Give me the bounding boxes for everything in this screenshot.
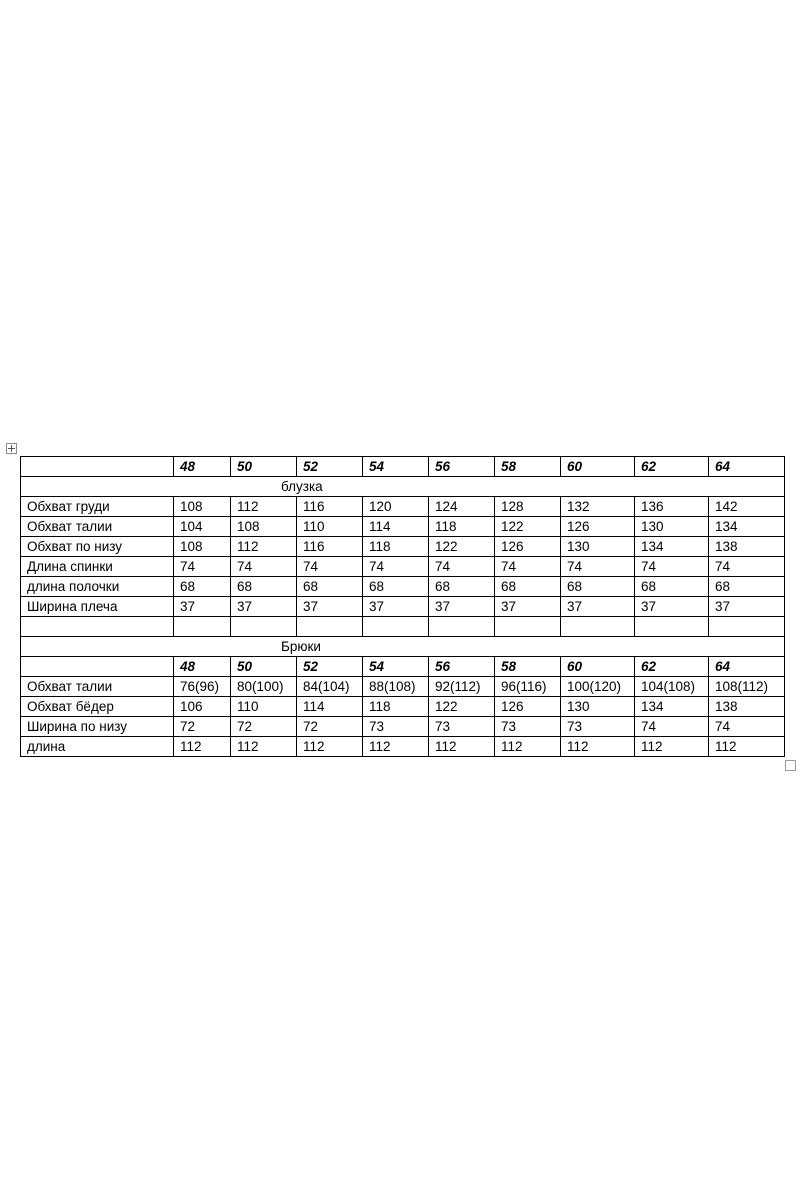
size-header-cell: 52 (297, 457, 363, 477)
size-header-cell: 56 (429, 457, 495, 477)
measurement-value: 37 (709, 597, 785, 617)
empty-cell (231, 617, 297, 637)
table-row (21, 517, 785, 537)
header-label-cell (21, 457, 174, 477)
blouse-title-row (21, 477, 785, 497)
size-header-cell: 48 (174, 457, 231, 477)
measurement-value: 132 (561, 497, 635, 517)
trousers-size-header-row (21, 657, 785, 677)
measurement-value: 138 (709, 697, 785, 717)
size-header-cell: 64 (709, 657, 785, 677)
measurement-value: 104(108) (635, 677, 709, 697)
measurement-value: 112 (709, 737, 785, 757)
measurement-value: 112 (495, 737, 561, 757)
measurement-label: Обхват груди (21, 497, 174, 517)
measurement-value: 120 (363, 497, 429, 517)
measurement-value: 112 (635, 737, 709, 757)
header-label-cell (21, 657, 174, 677)
measurement-value: 126 (495, 697, 561, 717)
measurement-value: 138 (709, 537, 785, 557)
measurement-value: 37 (495, 597, 561, 617)
measurement-value: 74 (174, 557, 231, 577)
measurement-value: 112 (561, 737, 635, 757)
empty-cell (174, 617, 231, 637)
measurement-value: 126 (561, 517, 635, 537)
trousers-title-row (21, 637, 785, 657)
measurement-value: 73 (363, 717, 429, 737)
table-resize-handle-icon[interactable] (785, 760, 796, 771)
measurement-value: 126 (495, 537, 561, 557)
measurement-value: 68 (709, 577, 785, 597)
measurement-value: 106 (174, 697, 231, 717)
measurement-value: 37 (174, 597, 231, 617)
measurement-value: 74 (635, 557, 709, 577)
measurement-value: 74 (561, 557, 635, 577)
size-header-cell: 60 (561, 457, 635, 477)
measurement-value: 134 (635, 537, 709, 557)
measurement-value: 112 (231, 737, 297, 757)
empty-cell (363, 617, 429, 637)
measurement-value: 134 (709, 517, 785, 537)
measurement-value: 112 (231, 497, 297, 517)
measurement-value: 72 (297, 717, 363, 737)
empty-cell (297, 617, 363, 637)
measurement-value: 74 (297, 557, 363, 577)
table-row (21, 717, 785, 737)
size-header-cell: 52 (297, 657, 363, 677)
measurement-value: 130 (561, 537, 635, 557)
measurement-value: 108 (231, 517, 297, 537)
size-header-cell: 62 (635, 657, 709, 677)
measurement-value: 116 (297, 497, 363, 517)
measurement-value: 80(100) (231, 677, 297, 697)
table-body (21, 457, 785, 757)
measurement-value: 68 (297, 577, 363, 597)
measurement-value: 68 (231, 577, 297, 597)
measurement-label: Обхват талии (21, 517, 174, 537)
measurement-value: 112 (429, 737, 495, 757)
table-move-handle-icon[interactable] (6, 443, 17, 454)
measurement-value: 110 (297, 517, 363, 537)
measurement-value: 37 (231, 597, 297, 617)
blouse-section-title: блузка (21, 477, 785, 497)
measurement-value: 74 (231, 557, 297, 577)
measurement-value: 122 (495, 517, 561, 537)
trousers-section-title: Брюки (21, 637, 785, 657)
measurement-value: 74 (709, 557, 785, 577)
empty-cell (635, 617, 709, 637)
measurement-label: Обхват талии (21, 677, 174, 697)
measurement-value: 110 (231, 697, 297, 717)
blouse-size-header-row (21, 457, 785, 477)
table-row (21, 737, 785, 757)
size-header-cell: 56 (429, 657, 495, 677)
measurement-label: длина полочки (21, 577, 174, 597)
size-header-cell: 50 (231, 457, 297, 477)
measurement-value: 37 (297, 597, 363, 617)
size-header-cell: 58 (495, 657, 561, 677)
measurement-value: 37 (635, 597, 709, 617)
measurement-value: 114 (363, 517, 429, 537)
measurement-value: 108 (174, 497, 231, 517)
table-row (21, 557, 785, 577)
size-header-cell: 54 (363, 657, 429, 677)
measurement-value: 128 (495, 497, 561, 517)
measurement-value: 130 (561, 697, 635, 717)
measurement-value: 73 (495, 717, 561, 737)
measurement-value: 100(120) (561, 677, 635, 697)
measurement-value: 118 (363, 697, 429, 717)
measurement-value: 134 (635, 697, 709, 717)
measurement-value: 37 (561, 597, 635, 617)
table-row (21, 497, 785, 517)
measurement-label: Обхват по низу (21, 537, 174, 557)
measurement-value: 130 (635, 517, 709, 537)
measurement-value: 68 (495, 577, 561, 597)
measurement-label: Обхват бёдер (21, 697, 174, 717)
table-row (21, 677, 785, 697)
measurement-value: 122 (429, 537, 495, 557)
measurement-value: 108(112) (709, 677, 785, 697)
measurement-value: 72 (174, 717, 231, 737)
size-header-cell: 58 (495, 457, 561, 477)
measurement-value: 74 (363, 557, 429, 577)
measurement-value: 68 (561, 577, 635, 597)
size-header-cell: 62 (635, 457, 709, 477)
measurement-label: длина (21, 737, 174, 757)
empty-cell (429, 617, 495, 637)
empty-cell (561, 617, 635, 637)
empty-cell (709, 617, 785, 637)
empty-cell (495, 617, 561, 637)
measurement-value: 136 (635, 497, 709, 517)
measurement-value: 73 (561, 717, 635, 737)
measurement-value: 142 (709, 497, 785, 517)
empty-spacer-row (21, 617, 785, 637)
measurement-value: 112 (231, 537, 297, 557)
table-row (21, 697, 785, 717)
measurement-value: 112 (297, 737, 363, 757)
table-row (21, 577, 785, 597)
size-chart-table (20, 456, 785, 757)
empty-cell (21, 617, 174, 637)
measurement-value: 68 (363, 577, 429, 597)
size-header-cell: 60 (561, 657, 635, 677)
measurement-value: 92(112) (429, 677, 495, 697)
measurement-label: Ширина плеча (21, 597, 174, 617)
measurement-value: 37 (363, 597, 429, 617)
measurement-value: 88(108) (363, 677, 429, 697)
measurement-value: 68 (174, 577, 231, 597)
measurement-label: Длина спинки (21, 557, 174, 577)
measurement-label: Ширина по низу (21, 717, 174, 737)
size-header-cell: 48 (174, 657, 231, 677)
measurement-value: 108 (174, 537, 231, 557)
measurement-value: 118 (429, 517, 495, 537)
measurement-value: 124 (429, 497, 495, 517)
measurement-value: 76(96) (174, 677, 231, 697)
size-header-cell: 50 (231, 657, 297, 677)
measurement-value: 96(116) (495, 677, 561, 697)
measurement-value: 74 (495, 557, 561, 577)
measurement-value: 74 (635, 717, 709, 737)
measurement-value: 37 (429, 597, 495, 617)
measurement-value: 68 (429, 577, 495, 597)
measurement-value: 122 (429, 697, 495, 717)
measurement-value: 72 (231, 717, 297, 737)
measurement-value: 118 (363, 537, 429, 557)
measurement-value: 74 (709, 717, 785, 737)
measurement-value: 73 (429, 717, 495, 737)
measurement-value: 84(104) (297, 677, 363, 697)
measurement-value: 114 (297, 697, 363, 717)
measurement-value: 104 (174, 517, 231, 537)
measurement-value: 116 (297, 537, 363, 557)
size-header-cell: 64 (709, 457, 785, 477)
measurement-value: 74 (429, 557, 495, 577)
measurement-value: 68 (635, 577, 709, 597)
table-row (21, 597, 785, 617)
measurement-value: 112 (174, 737, 231, 757)
size-header-cell: 54 (363, 457, 429, 477)
table-row (21, 537, 785, 557)
measurement-value: 112 (363, 737, 429, 757)
